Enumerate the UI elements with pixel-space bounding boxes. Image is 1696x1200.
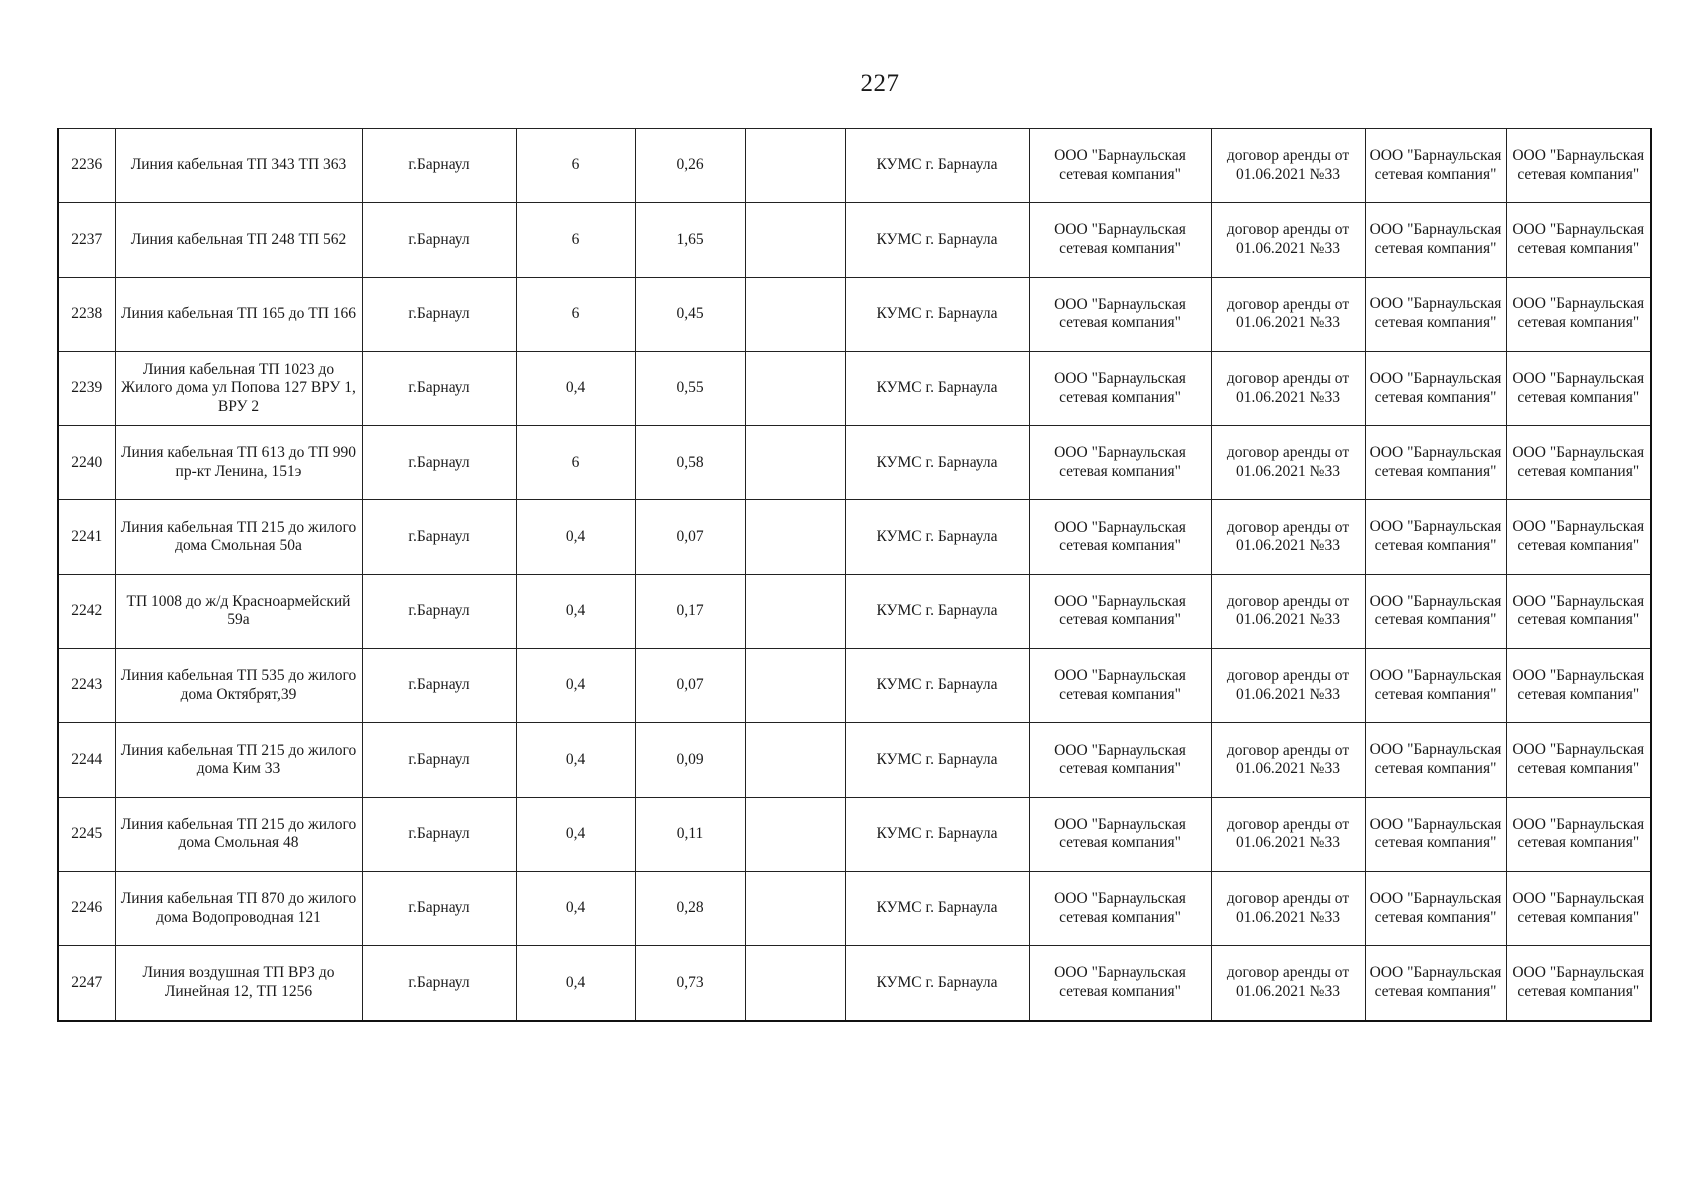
row-number-cell: 2244	[58, 723, 115, 797]
basis-cell: договор аренды от 01.06.2021 №33	[1211, 649, 1365, 723]
holder-cell: ООО "Барнаульская сетевая компания"	[1506, 946, 1651, 1021]
basis-cell: договор аренды от 01.06.2021 №33	[1211, 797, 1365, 871]
table-row	[58, 500, 1651, 574]
basis-cell: договор аренды от 01.06.2021 №33	[1211, 723, 1365, 797]
empty-cell	[745, 649, 845, 723]
voltage-cell: 6	[516, 277, 635, 351]
voltage-cell: 6	[516, 203, 635, 277]
owner-cell: КУМС г. Барнаула	[845, 500, 1029, 574]
location-cell: г.Барнаул	[362, 797, 516, 871]
basis-cell: договор аренды от 01.06.2021 №33	[1211, 574, 1365, 648]
operator-cell: ООО "Барнаульская сетевая компания"	[1029, 946, 1211, 1021]
holder-cell: ООО "Барнаульская сетевая компания"	[1506, 203, 1651, 277]
length-cell: 0,07	[635, 500, 745, 574]
voltage-cell: 0,4	[516, 797, 635, 871]
holder-cell: ООО "Барнаульская сетевая компания"	[1365, 946, 1506, 1021]
object-name-cell: Линия кабельная ТП 215 до жилого дома Смольная 48	[115, 797, 362, 871]
table-row	[58, 946, 1651, 1021]
owner-cell: КУМС г. Барнаула	[845, 649, 1029, 723]
holder-cell: ООО "Барнаульская сетевая компания"	[1365, 649, 1506, 723]
operator-cell: ООО "Барнаульская сетевая компания"	[1029, 129, 1211, 203]
empty-cell	[745, 797, 845, 871]
location-cell: г.Барнаул	[362, 129, 516, 203]
voltage-cell: 0,4	[516, 574, 635, 648]
voltage-cell: 0,4	[516, 871, 635, 945]
page-number: 227	[860, 70, 900, 97]
owner-cell: КУМС г. Барнаула	[845, 946, 1029, 1021]
voltage-cell: 0,4	[516, 649, 635, 723]
location-cell: г.Барнаул	[362, 946, 516, 1021]
basis-cell: договор аренды от 01.06.2021 №33	[1211, 426, 1365, 500]
holder-cell: ООО "Барнаульская сетевая компания"	[1506, 129, 1651, 203]
holder-cell: ООО "Барнаульская сетевая компания"	[1365, 351, 1506, 425]
basis-cell: договор аренды от 01.06.2021 №33	[1211, 351, 1365, 425]
holder-cell: ООО "Барнаульская сетевая компания"	[1365, 723, 1506, 797]
operator-cell: ООО "Барнаульская сетевая компания"	[1029, 871, 1211, 945]
table-row	[58, 203, 1651, 277]
table-row	[58, 649, 1651, 723]
table-row	[58, 871, 1651, 945]
holder-cell: ООО "Барнаульская сетевая компания"	[1506, 797, 1651, 871]
location-cell: г.Барнаул	[362, 500, 516, 574]
row-number-cell: 2245	[58, 797, 115, 871]
row-number-cell: 2247	[58, 946, 115, 1021]
empty-cell	[745, 426, 845, 500]
owner-cell: КУМС г. Барнаула	[845, 203, 1029, 277]
holder-cell: ООО "Барнаульская сетевая компания"	[1365, 797, 1506, 871]
operator-cell: ООО "Барнаульская сетевая компания"	[1029, 574, 1211, 648]
location-cell: г.Барнаул	[362, 574, 516, 648]
voltage-cell: 0,4	[516, 723, 635, 797]
operator-cell: ООО "Барнаульская сетевая компания"	[1029, 797, 1211, 871]
operator-cell: ООО "Барнаульская сетевая компания"	[1029, 351, 1211, 425]
empty-cell	[745, 277, 845, 351]
row-number-cell: 2238	[58, 277, 115, 351]
basis-cell: договор аренды от 01.06.2021 №33	[1211, 500, 1365, 574]
holder-cell: ООО "Барнаульская сетевая компания"	[1365, 426, 1506, 500]
table-row	[58, 351, 1651, 425]
holder-cell: ООО "Барнаульская сетевая компания"	[1365, 871, 1506, 945]
empty-cell	[745, 723, 845, 797]
operator-cell: ООО "Барнаульская сетевая компания"	[1029, 203, 1211, 277]
row-number-cell: 2237	[58, 203, 115, 277]
basis-cell: договор аренды от 01.06.2021 №33	[1211, 129, 1365, 203]
empty-cell	[745, 574, 845, 648]
owner-cell: КУМС г. Барнаула	[845, 723, 1029, 797]
empty-cell	[745, 129, 845, 203]
location-cell: г.Барнаул	[362, 723, 516, 797]
location-cell: г.Барнаул	[362, 649, 516, 723]
length-cell: 0,73	[635, 946, 745, 1021]
length-cell: 1,65	[635, 203, 745, 277]
voltage-cell: 0,4	[516, 351, 635, 425]
operator-cell: ООО "Барнаульская сетевая компания"	[1029, 426, 1211, 500]
length-cell: 0,07	[635, 649, 745, 723]
location-cell: г.Барнаул	[362, 871, 516, 945]
holder-cell: ООО "Барнаульская сетевая компания"	[1365, 574, 1506, 648]
object-name-cell: Линия кабельная ТП 535 до жилого дома Октябрят,39	[115, 649, 362, 723]
length-cell: 0,17	[635, 574, 745, 648]
object-name-cell: Линия кабельная ТП 248 ТП 562	[115, 203, 362, 277]
table-row	[58, 723, 1651, 797]
row-number-cell: 2240	[58, 426, 115, 500]
table-row	[58, 426, 1651, 500]
operator-cell: ООО "Барнаульская сетевая компания"	[1029, 723, 1211, 797]
holder-cell: ООО "Барнаульская сетевая компания"	[1506, 871, 1651, 945]
basis-cell: договор аренды от 01.06.2021 №33	[1211, 203, 1365, 277]
voltage-cell: 6	[516, 129, 635, 203]
holder-cell: ООО "Барнаульская сетевая компания"	[1365, 277, 1506, 351]
object-name-cell: Линия кабельная ТП 343 ТП 363	[115, 129, 362, 203]
holder-cell: ООО "Барнаульская сетевая компания"	[1365, 203, 1506, 277]
location-cell: г.Барнаул	[362, 426, 516, 500]
row-number-cell: 2239	[58, 351, 115, 425]
empty-cell	[745, 946, 845, 1021]
length-cell: 0,45	[635, 277, 745, 351]
empty-cell	[745, 871, 845, 945]
owner-cell: КУМС г. Барнаула	[845, 574, 1029, 648]
row-number-cell: 2242	[58, 574, 115, 648]
holder-cell: ООО "Барнаульская сетевая компания"	[1506, 723, 1651, 797]
operator-cell: ООО "Барнаульская сетевая компания"	[1029, 500, 1211, 574]
location-cell: г.Барнаул	[362, 277, 516, 351]
owner-cell: КУМС г. Барнаула	[845, 797, 1029, 871]
empty-cell	[745, 351, 845, 425]
object-name-cell: Линия кабельная ТП 215 до жилого дома Смольная 50а	[115, 500, 362, 574]
operator-cell: ООО "Барнаульская сетевая компания"	[1029, 649, 1211, 723]
holder-cell: ООО "Барнаульская сетевая компания"	[1506, 277, 1651, 351]
voltage-cell: 6	[516, 426, 635, 500]
voltage-cell: 0,4	[516, 500, 635, 574]
owner-cell: КУМС г. Барнаула	[845, 277, 1029, 351]
object-name-cell: Линия кабельная ТП 870 до жилого дома Водопроводная 121	[115, 871, 362, 945]
row-number-cell: 2241	[58, 500, 115, 574]
object-name-cell: Линия кабельная ТП 1023 до Жилого дома ул Попова 127 ВРУ 1, ВРУ 2	[115, 351, 362, 425]
length-cell: 0,09	[635, 723, 745, 797]
holder-cell: ООО "Барнаульская сетевая компания"	[1365, 129, 1506, 203]
object-name-cell: Линия кабельная ТП 215 до жилого дома Ким 33	[115, 723, 362, 797]
holder-cell: ООО "Барнаульская сетевая компания"	[1506, 426, 1651, 500]
basis-cell: договор аренды от 01.06.2021 №33	[1211, 871, 1365, 945]
owner-cell: КУМС г. Барнаула	[845, 351, 1029, 425]
row-number-cell: 2246	[58, 871, 115, 945]
holder-cell: ООО "Барнаульская сетевая компания"	[1506, 574, 1651, 648]
holder-cell: ООО "Барнаульская сетевая компания"	[1365, 500, 1506, 574]
table-row	[58, 797, 1651, 871]
length-cell: 0,28	[635, 871, 745, 945]
registry-table-body	[58, 129, 1651, 1021]
length-cell: 0,11	[635, 797, 745, 871]
table-row	[58, 129, 1651, 203]
owner-cell: КУМС г. Барнаула	[845, 426, 1029, 500]
owner-cell: КУМС г. Барнаула	[845, 871, 1029, 945]
object-name-cell: Линия кабельная ТП 165 до ТП 166	[115, 277, 362, 351]
row-number-cell: 2236	[58, 129, 115, 203]
length-cell: 0,55	[635, 351, 745, 425]
basis-cell: договор аренды от 01.06.2021 №33	[1211, 277, 1365, 351]
location-cell: г.Барнаул	[362, 203, 516, 277]
table-row	[58, 574, 1651, 648]
length-cell: 0,58	[635, 426, 745, 500]
location-cell: г.Барнаул	[362, 351, 516, 425]
holder-cell: ООО "Барнаульская сетевая компания"	[1506, 500, 1651, 574]
table-row	[58, 277, 1651, 351]
holder-cell: ООО "Барнаульская сетевая компания"	[1506, 351, 1651, 425]
row-number-cell: 2243	[58, 649, 115, 723]
empty-cell	[745, 500, 845, 574]
registry-table	[57, 128, 1652, 1022]
object-name-cell: Линия воздушная ТП ВРЗ до Линейная 12, ТП 1256	[115, 946, 362, 1021]
operator-cell: ООО "Барнаульская сетевая компания"	[1029, 277, 1211, 351]
empty-cell	[745, 203, 845, 277]
length-cell: 0,26	[635, 129, 745, 203]
holder-cell: ООО "Барнаульская сетевая компания"	[1506, 649, 1651, 723]
voltage-cell: 0,4	[516, 946, 635, 1021]
owner-cell: КУМС г. Барнаула	[845, 129, 1029, 203]
object-name-cell: ТП 1008 до ж/д Красноармейский 59а	[115, 574, 362, 648]
basis-cell: договор аренды от 01.06.2021 №33	[1211, 946, 1365, 1021]
object-name-cell: Линия кабельная ТП 613 до ТП 990 пр-кт Ленина, 151э	[115, 426, 362, 500]
